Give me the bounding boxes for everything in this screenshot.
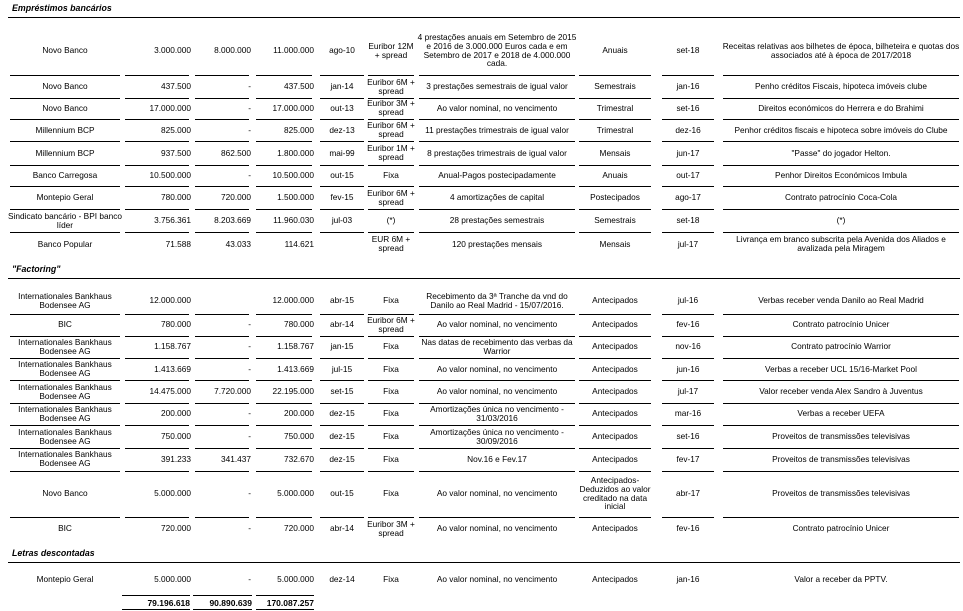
current-cell: 1.413.669 bbox=[154, 363, 191, 374]
rate-cell: Fixa bbox=[383, 341, 399, 352]
date-cell: abr-15 bbox=[330, 295, 354, 306]
repayment-cell: Ao valor nominal, no vencimento bbox=[436, 488, 558, 499]
bank-cell: Internationales Bankhaus Bodensee AG bbox=[18, 336, 112, 356]
total-cell: 11.000.000 bbox=[273, 45, 314, 56]
rate-cell: Fixa bbox=[383, 488, 399, 499]
bank-cell: Banco Carregosa bbox=[32, 170, 98, 181]
maturity-cell: out-17 bbox=[676, 170, 700, 181]
payment-cell: Antecipados-Deduzidos ao valor creditado na data inicial bbox=[579, 474, 651, 512]
guarantee-cell: Contrato patrocínio Unicer bbox=[792, 523, 890, 534]
noncurrent-cell: - bbox=[248, 102, 251, 113]
total-cell: 12.000.000 bbox=[272, 295, 314, 306]
guarantee-cell: Livrança em branco subscrita pela Avenida dos Aliados e avalizada pela Miragem bbox=[736, 234, 946, 253]
guarantee-cell: Verbas a receber UCL 15/16-Market Pool bbox=[765, 363, 917, 374]
bank-cell: Internationales Bankhaus Bodensee AG bbox=[18, 290, 112, 310]
bank-cell: BIC bbox=[58, 319, 72, 330]
repayment-cell: Ao valor nominal, no vencimento bbox=[436, 386, 558, 397]
noncurrent-cell: - bbox=[248, 523, 251, 534]
current-cell: 12.000.000 bbox=[149, 295, 191, 306]
noncurrent-cell: - bbox=[248, 488, 251, 499]
guarantee-cell: Penho créditos Fiscais, hipoteca imóveis clube bbox=[754, 81, 927, 92]
noncurrent-cell: 8.000.000 bbox=[214, 45, 251, 56]
noncurrent-cell: - bbox=[248, 81, 251, 92]
payment-cell: Antecipados bbox=[592, 363, 638, 374]
total-cell: 17.000.000 bbox=[272, 102, 314, 113]
payment-cell: Antecipados bbox=[592, 319, 638, 330]
maturity-cell: jul-17 bbox=[677, 386, 699, 397]
rate-cell: Euribor 3M + spread bbox=[367, 518, 415, 538]
date-cell: jan-14 bbox=[330, 81, 354, 92]
total-cell: 11.960.030 bbox=[273, 215, 314, 226]
maturity-cell: set-16 bbox=[676, 431, 700, 442]
rate-cell: Euribor 6M + spread bbox=[367, 187, 415, 207]
noncurrent-cell: - bbox=[248, 363, 251, 374]
maturity-cell: mar-16 bbox=[674, 408, 702, 419]
totals-double-rule bbox=[122, 609, 190, 610]
date-cell: jan-15 bbox=[330, 341, 354, 352]
repayment-cell: 28 prestações semestrais bbox=[449, 215, 545, 226]
payment-cell: Mensais bbox=[599, 147, 631, 158]
total-cell: 437.500 bbox=[284, 81, 314, 92]
guarantee-cell: Verbas receber venda Danilo ao Real Madrid bbox=[758, 295, 924, 306]
guarantee-cell: Proveitos de transmissões televisivas bbox=[772, 431, 910, 442]
repayment-cell: Nas datas de recebimento das verbas da Warrior bbox=[421, 336, 573, 356]
totals-double-rule bbox=[193, 609, 252, 610]
rate-cell: Euribor 6M + spread bbox=[367, 314, 415, 334]
payment-cell: Trimestral bbox=[596, 124, 634, 135]
total-cell: 1.500.000 bbox=[277, 192, 314, 203]
total-cell: 732.670 bbox=[284, 453, 314, 464]
payment-cell: Anuais bbox=[602, 45, 628, 56]
rate-cell: Euribor 6M + spread bbox=[367, 120, 415, 139]
maturity-cell: jun-16 bbox=[676, 363, 700, 374]
noncurrent-cell: - bbox=[248, 574, 251, 585]
payment-cell: Antecipados bbox=[592, 408, 638, 419]
repayment-cell: Ao valor nominal, no vencimento bbox=[436, 102, 558, 113]
noncurrent-cell: 7.720.000 bbox=[214, 386, 251, 397]
bank-cell: Internationales Bankhaus Bodensee AG bbox=[18, 403, 112, 423]
guarantee-cell: Receitas relativas aos bilhetes de época, bilheteira e quotas dos associados até à época de 2017/2018 bbox=[722, 40, 960, 60]
bank-cell: Internationales Bankhaus Bodensee AG bbox=[18, 449, 112, 468]
maturity-cell: fev-16 bbox=[676, 319, 700, 330]
maturity-cell: set-18 bbox=[676, 215, 700, 226]
noncurrent-cell: 43.033 bbox=[225, 238, 251, 249]
repayment-cell: Ao valor nominal, no vencimento bbox=[436, 363, 558, 374]
repayment-cell: Recebimento da 3ª Tranche da vnd do Danilo ao Real Madrid - 15/07/2016. bbox=[426, 290, 568, 310]
maturity-cell: set-18 bbox=[676, 45, 700, 56]
maturity-cell: set-16 bbox=[676, 102, 700, 113]
payment-cell: Antecipados bbox=[592, 341, 638, 352]
guarantee-cell: Penhor créditos fiscais e hipoteca sobre imóveis do Clube bbox=[734, 124, 948, 135]
rate-cell: (*) bbox=[386, 215, 396, 226]
bank-cell: Montepio Geral bbox=[36, 574, 94, 585]
date-cell: dez-15 bbox=[329, 453, 355, 464]
total-cell: 114.621 bbox=[284, 238, 314, 249]
maturity-cell: dez-16 bbox=[675, 124, 701, 135]
rate-cell: Fixa bbox=[383, 453, 399, 464]
section-title: Empréstimos bancários bbox=[12, 3, 112, 13]
totals-divider bbox=[256, 595, 314, 596]
payment-cell: Antecipados bbox=[592, 386, 638, 397]
rate-cell: Euribor 12M + spread bbox=[368, 40, 414, 60]
payment-cell: Antecipados bbox=[592, 431, 638, 442]
section-divider bbox=[8, 278, 960, 279]
bank-cell: Millennium BCP bbox=[35, 124, 95, 135]
date-cell: abr-14 bbox=[330, 319, 354, 330]
current-cell: 780.000 bbox=[161, 192, 191, 203]
guarantee-cell: Valor a receber da PPTV. bbox=[794, 574, 888, 585]
totals-double-rule bbox=[256, 609, 314, 610]
bank-cell: Montepio Geral bbox=[36, 192, 94, 203]
payment-cell: Postecipados bbox=[590, 192, 640, 203]
bank-cell: Internationales Bankhaus Bodensee AG bbox=[18, 426, 112, 446]
repayment-cell: 4 amortizações de capital bbox=[449, 192, 545, 203]
noncurrent-cell: - bbox=[248, 431, 251, 442]
guarantee-cell: Proveitos de transmissões televisivas bbox=[772, 453, 910, 464]
bank-cell: BIC bbox=[58, 523, 72, 534]
guarantee-cell: Valor receber venda Alex Sandro à Juventus bbox=[759, 386, 923, 397]
total-value: 170.087.257 bbox=[266, 598, 314, 608]
noncurrent-cell bbox=[193, 288, 251, 313]
date-cell bbox=[318, 232, 366, 256]
date-cell: jul-03 bbox=[331, 215, 353, 226]
maturity-cell: nov-16 bbox=[675, 341, 701, 352]
current-cell: 825.000 bbox=[161, 124, 191, 135]
payment-cell: Semestrais bbox=[594, 215, 636, 226]
total-cell: 720.000 bbox=[284, 523, 314, 534]
noncurrent-cell: 720.000 bbox=[221, 192, 251, 203]
repayment-cell: Anual-Pagos postecipadamente bbox=[438, 170, 556, 181]
current-cell: 720.000 bbox=[161, 523, 191, 534]
current-cell: 437.500 bbox=[161, 81, 191, 92]
total-cell: 5.000.000 bbox=[277, 488, 314, 499]
repayment-cell: 8 prestações trimestrais de igual valor bbox=[427, 147, 567, 158]
rate-cell: Euribor 1M + spread bbox=[367, 143, 415, 162]
current-cell: 3.756.361 bbox=[154, 215, 191, 226]
totals-divider bbox=[193, 595, 252, 596]
total-value: 79.196.618 bbox=[147, 598, 190, 608]
guarantee-cell: Contrato patrocínio Unicer bbox=[792, 319, 890, 330]
maturity-cell: ago-17 bbox=[675, 192, 701, 203]
section-divider bbox=[8, 17, 960, 18]
bank-cell: Sindicato bancário - BPI banco líder bbox=[8, 210, 122, 230]
bank-cell: Banco Popular bbox=[37, 238, 93, 249]
bank-cell: Internationales Bankhaus Bodensee AG bbox=[18, 359, 112, 378]
total-cell: 200.000 bbox=[284, 408, 314, 419]
maturity-cell: jun-17 bbox=[676, 147, 700, 158]
guarantee-cell: Penhor Direitos Económicos Imbula bbox=[775, 170, 907, 181]
noncurrent-cell: - bbox=[248, 170, 251, 181]
date-cell: fev-15 bbox=[330, 192, 354, 203]
current-cell: 3.000.000 bbox=[154, 45, 191, 56]
current-cell: 200.000 bbox=[161, 408, 191, 419]
repayment-cell: Ao valor nominal, no vencimento bbox=[436, 319, 558, 330]
date-cell: abr-14 bbox=[330, 523, 354, 534]
payment-cell: Trimestral bbox=[596, 102, 634, 113]
maturity-cell: jul-16 bbox=[677, 295, 699, 306]
total-cell: 1.800.000 bbox=[277, 147, 314, 158]
maturity-cell: fev-17 bbox=[676, 453, 700, 464]
noncurrent-cell: - bbox=[248, 341, 251, 352]
section-divider bbox=[8, 562, 960, 563]
payment-cell: Anuais bbox=[602, 170, 628, 181]
total-cell: 780.000 bbox=[284, 319, 314, 330]
rate-cell: Fixa bbox=[383, 295, 399, 306]
noncurrent-cell: 8.203.669 bbox=[214, 215, 251, 226]
bank-cell: Novo Banco bbox=[42, 81, 88, 92]
payment-cell: Antecipados bbox=[592, 574, 638, 585]
payment-cell: Semestrais bbox=[594, 81, 636, 92]
repayment-cell: Nov.16 e Fev.17 bbox=[467, 453, 527, 464]
date-cell: out-15 bbox=[330, 488, 354, 499]
current-cell: 780.000 bbox=[161, 319, 191, 330]
repayment-cell: 11 prestações trimestrais de igual valor bbox=[425, 124, 569, 135]
noncurrent-cell: - bbox=[248, 124, 251, 135]
noncurrent-cell: - bbox=[248, 408, 251, 419]
bank-cell: Novo Banco bbox=[42, 102, 88, 113]
total-cell: 22.195.000 bbox=[272, 386, 314, 397]
rate-cell: Euribor 6M + spread bbox=[367, 76, 415, 96]
total-value: 90.890.639 bbox=[209, 598, 252, 608]
current-cell: 5.000.000 bbox=[154, 574, 191, 585]
payment-cell: Antecipados bbox=[592, 523, 638, 534]
maturity-cell: jan-16 bbox=[676, 81, 700, 92]
date-cell: mai-99 bbox=[329, 147, 355, 158]
rate-cell: Fixa bbox=[383, 363, 399, 374]
current-cell: 937.500 bbox=[161, 147, 191, 158]
repayment-cell: 4 prestações anuais em Setembro de 2015 e 2016 de 3.000.000 Euros cada e em Setembro de 2017 e 2018 de 4.000.000 cada. bbox=[417, 31, 577, 69]
bank-cell: Internationales Bankhaus Bodensee AG bbox=[18, 381, 112, 401]
guarantee-cell: Direitos económicos do Herrera e do Brahimi bbox=[758, 102, 924, 113]
section-title: "Factoring" bbox=[12, 264, 61, 274]
payment-cell: Antecipados bbox=[592, 295, 638, 306]
date-cell: dez-14 bbox=[329, 574, 355, 585]
total-cell: 750.000 bbox=[284, 431, 314, 442]
date-cell: ago-10 bbox=[329, 45, 355, 56]
total-cell: 10.500.000 bbox=[272, 170, 314, 181]
noncurrent-cell: - bbox=[248, 319, 251, 330]
date-cell: jul-15 bbox=[331, 363, 353, 374]
maturity-cell: fev-16 bbox=[676, 523, 700, 534]
date-cell: dez-15 bbox=[329, 431, 355, 442]
total-cell: 1.158.767 bbox=[277, 341, 314, 352]
maturity-cell: jan-16 bbox=[676, 574, 700, 585]
current-cell: 17.000.000 bbox=[149, 102, 191, 113]
total-cell: 825.000 bbox=[284, 124, 314, 135]
date-cell: dez-15 bbox=[329, 408, 355, 419]
repayment-cell: 120 prestações mensais bbox=[452, 238, 542, 249]
date-cell: out-15 bbox=[330, 170, 354, 181]
rate-cell: Fixa bbox=[383, 408, 399, 419]
payment-cell: Mensais bbox=[599, 238, 631, 249]
bank-cell: Novo Banco bbox=[42, 45, 88, 56]
date-cell: out-13 bbox=[330, 102, 354, 113]
date-cell: set-15 bbox=[330, 386, 354, 397]
totals-divider bbox=[122, 595, 190, 596]
current-cell: 5.000.000 bbox=[154, 488, 191, 499]
repayment-cell: 3 prestações semestrais de igual valor bbox=[426, 81, 568, 92]
guarantee-cell: "Passe" do jogador Helton. bbox=[791, 147, 891, 158]
rate-cell: Fixa bbox=[383, 431, 399, 442]
guarantee-cell: Verbas a receber UEFA bbox=[797, 408, 885, 419]
maturity-cell: abr-17 bbox=[676, 488, 700, 499]
noncurrent-cell: 341.437 bbox=[221, 453, 251, 464]
date-cell: dez-13 bbox=[329, 124, 355, 135]
rate-cell: EUR 6M + spread bbox=[371, 234, 411, 253]
guarantee-cell: Proveitos de transmissões televisivas bbox=[772, 488, 910, 499]
rate-cell: Euribor 3M + spread bbox=[367, 98, 415, 117]
current-cell: 391.233 bbox=[161, 453, 191, 464]
noncurrent-cell: 862.500 bbox=[221, 147, 251, 158]
guarantee-cell: (*) bbox=[836, 215, 846, 226]
current-cell: 750.000 bbox=[161, 431, 191, 442]
current-cell: 14.475.000 bbox=[149, 386, 191, 397]
repayment-cell: Amortizações única no vencimento - 31/03/2016 bbox=[430, 403, 564, 423]
bank-cell: Millennium BCP bbox=[35, 147, 95, 158]
current-cell: 1.158.767 bbox=[154, 341, 191, 352]
maturity-cell: jul-17 bbox=[677, 238, 699, 249]
bank-cell: Novo Banco bbox=[42, 488, 88, 499]
current-cell: 71.588 bbox=[165, 238, 191, 249]
payment-cell: Antecipados bbox=[592, 453, 638, 464]
rate-cell: Fixa bbox=[383, 170, 399, 181]
guarantee-cell: Contrato patrocínio Warrior bbox=[791, 341, 891, 352]
repayment-cell: Amortizações única no vencimento - 30/09/2016 bbox=[430, 426, 564, 446]
current-cell: 10.500.000 bbox=[149, 170, 191, 181]
rate-cell: Fixa bbox=[383, 386, 399, 397]
repayment-cell: Ao valor nominal, no vencimento bbox=[436, 523, 558, 534]
total-cell: 1.413.669 bbox=[277, 363, 314, 374]
rate-cell: Fixa bbox=[383, 574, 399, 585]
guarantee-cell: Contrato patrocínio Coca-Cola bbox=[784, 192, 898, 203]
repayment-cell: Ao valor nominal, no vencimento bbox=[436, 574, 558, 585]
section-title: Letras descontadas bbox=[12, 548, 95, 558]
total-cell: 5.000.000 bbox=[277, 574, 314, 585]
